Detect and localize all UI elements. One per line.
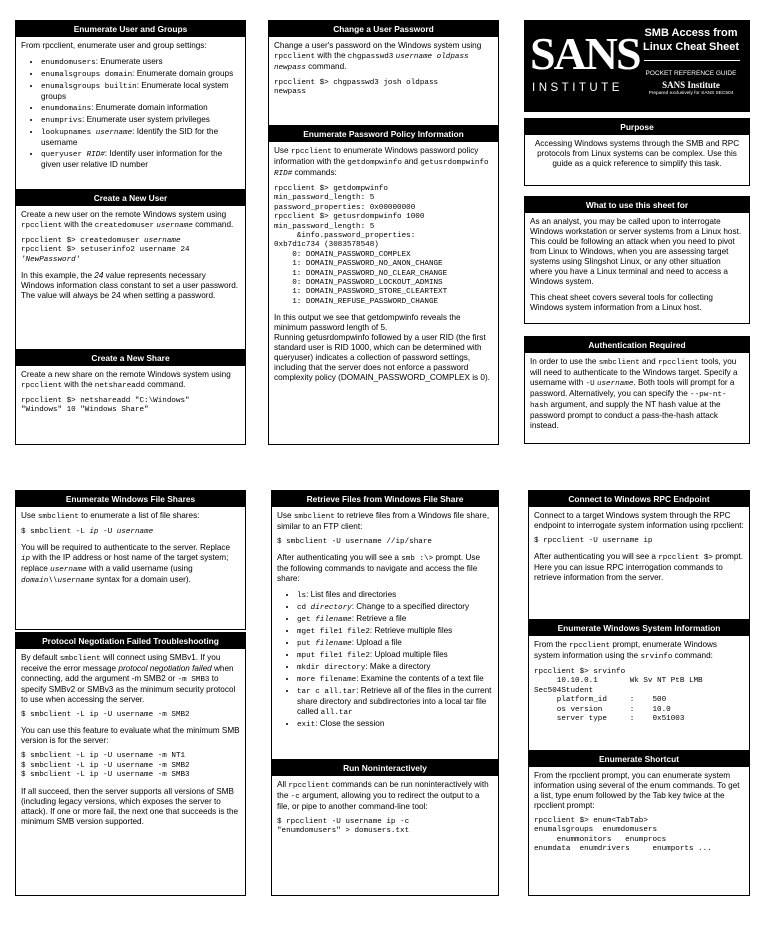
description: Change a user's password on the Windows system using rpcclient with the chgpasswd3 username oldpass newpass command. bbox=[274, 41, 482, 72]
intro-text: From rpcclient, enumerate user and group settings: bbox=[21, 41, 207, 50]
panel-enumerate-system-info bbox=[528, 619, 750, 751]
command-desc: : Enumerate domain information bbox=[91, 103, 208, 112]
panel-title: Protocol Negotiation Failed Troubleshooting bbox=[16, 633, 245, 649]
list-item: • exit: Close the session bbox=[297, 719, 493, 730]
panel-protocol-negotiation bbox=[15, 632, 246, 896]
explanation: You can use this feature to evaluate what the minimum SMB version is for the server: bbox=[21, 726, 240, 746]
list-item: • get filename: Retrieve a file bbox=[297, 614, 493, 625]
panel-title: Enumerate Windows System Information bbox=[529, 620, 749, 636]
description: Create a new user on the remote Windows system using rpcclient with the createdomuser username command. bbox=[21, 210, 234, 230]
panel-what-to-use-for bbox=[524, 196, 750, 324]
panel-title: Connect to Windows RPC Endpoint bbox=[529, 491, 749, 507]
command-name: enumalsgroups domain bbox=[41, 71, 133, 79]
sans-logo-banner bbox=[524, 20, 750, 112]
sans-logo: SANS bbox=[530, 28, 640, 79]
panel-purpose bbox=[524, 118, 750, 186]
description: Use smbclient to retrieve files from a Windows file share, similar to an FTP client: bbox=[277, 511, 490, 531]
command-name: lookupnames bbox=[41, 129, 96, 137]
command-list bbox=[277, 590, 493, 730]
panel-connect-rpc-endpoint bbox=[528, 490, 750, 620]
panel-title: Purpose bbox=[525, 119, 749, 135]
panel-title: Change a User Password bbox=[269, 21, 498, 37]
description: Use smbclient to enumerate a list of file shares: bbox=[21, 511, 200, 521]
command-name: enumprivs bbox=[41, 117, 83, 125]
course-note: Prepared exclusively for SANS SEC504 bbox=[648, 91, 734, 96]
panel-change-user-password bbox=[268, 20, 499, 126]
document-title: SMB Access from Linux Cheat Sheet bbox=[643, 27, 739, 53]
list-item: • tar c all.tar: Retrieve all of the files in the current share directory and subdirectories into a local tar file called all.tar bbox=[297, 686, 493, 718]
command-name: enumdomains bbox=[41, 105, 92, 113]
paragraph: This cheat sheet covers several tools for collecting Windows system information from a Linux host. bbox=[530, 293, 713, 312]
command-desc: : Enumerate local system groups bbox=[41, 81, 229, 101]
description: Connect to a target Windows system through the RPC endpoint to interrogate system information using rpcclient: bbox=[534, 511, 744, 530]
description: From the rpcclient prompt, you can enumerate system information using several of the enum commands. To get a list, type enum followed by the Tab key twice at the rpcclient prompt: bbox=[534, 771, 740, 810]
panel-title: What to use this sheet for bbox=[525, 197, 749, 213]
subtitle: POCKET REFERENCE GUIDE bbox=[645, 70, 737, 77]
list-item bbox=[41, 57, 240, 68]
explanation: You will be required to authenticate to the server. Replace ip with the IP address or host name of the target system; replace username with a valid username (using domain\\username syntax for a domain user). bbox=[21, 543, 231, 586]
command-arg: username bbox=[95, 129, 133, 137]
code-block: $ smbclient -L ip -U username -m SMB2 bbox=[21, 711, 190, 719]
command-arg: RID# bbox=[86, 151, 105, 159]
command-name: queryuser bbox=[41, 151, 87, 159]
panel-title: Enumerate Shortcut bbox=[529, 751, 749, 767]
panel-create-new-user bbox=[15, 189, 246, 350]
list-item: • more filename: Examine the contents of a text file bbox=[297, 674, 493, 685]
description: Create a new share on the remote Windows system using rpcclient with the netshareadd command. bbox=[21, 370, 231, 390]
panel-authentication-required bbox=[524, 336, 750, 444]
list-item bbox=[41, 69, 240, 80]
explanation: In this example, the 24 value represents necessary Windows information class constant to set a user password. The value will always be 24 when setting a password. bbox=[21, 271, 239, 301]
divider bbox=[644, 60, 740, 61]
command-desc: : Enumerate users bbox=[95, 57, 163, 66]
description: From the rpcclient prompt, enumerate Windows system information using the srvinfo command: bbox=[534, 640, 717, 661]
paragraph: In order to use the smbclient and rpcclient tools, you will need to authenticate to the Windows target. Specify a username with -U username. Both tools will prompt for a password. Alternatively, you can specify the --pw-nt-hash argument, and supply the NT hash value at the password prompt to conduct a pass-the-hash attack instead. bbox=[530, 357, 738, 430]
explanation: In this output we see that getdompwinfo reveals the minimum password length of 5. bbox=[274, 313, 461, 333]
command-list bbox=[21, 57, 240, 170]
list-item bbox=[41, 115, 240, 126]
panel-retrieve-files bbox=[271, 490, 499, 760]
description: All rpcclient commands can be run noninteractively with the -c argument, allowing you to redirect the output to a file, or pipe to another command-line tool: bbox=[277, 780, 489, 811]
explanation: After authenticating you will see a rpcclient $> prompt. Here you can issue RPC interrogation commands to retrieve information from the server. bbox=[534, 552, 743, 583]
panel-enumerate-users-groups bbox=[15, 20, 246, 190]
panel-title: Enumerate Password Policy Information bbox=[269, 126, 498, 142]
panel-run-noninteractively bbox=[271, 759, 499, 896]
command-desc: : Enumerate domain groups bbox=[132, 69, 234, 78]
command-name: enumalsgroups builtin bbox=[41, 83, 137, 91]
panel-title: Create a New User bbox=[16, 190, 245, 206]
panel-title: Run Noninteractively bbox=[272, 760, 498, 776]
purpose-text: Accessing Windows systems through the SMB and RPC protocols from Linux systems can be complex. Use this guide as a quick reference to simplify this task. bbox=[534, 139, 740, 168]
panel-create-new-share bbox=[15, 349, 246, 445]
command-name: enumdomusers bbox=[41, 59, 96, 67]
panel-enumerate-shortcut bbox=[528, 750, 750, 896]
list-item: • put filename: Upload a file bbox=[297, 638, 493, 649]
panel-password-policy bbox=[268, 125, 499, 445]
list-item bbox=[41, 103, 240, 114]
list-item bbox=[41, 127, 240, 148]
list-item bbox=[41, 149, 240, 170]
code-block: $ smbclient -L ip -U username -m NT1 $ smbclient -L ip -U username -m SMB2 $ smbclient -L ip -U username -m SMB3 bbox=[21, 752, 190, 780]
list-item: • cd directory: Change to a specified directory bbox=[297, 602, 493, 613]
code-block: rpcclient $> srvinfo 10.10.0.1 Wk Sv NT PtB LMB Sec504Student platform_id : 500 os version : 10.0 server type : 0x51003 bbox=[534, 668, 703, 724]
list-item bbox=[41, 81, 240, 102]
institute-logo-text: INSTITUTE bbox=[532, 82, 623, 94]
panel-title: Create a New Share bbox=[16, 350, 245, 366]
code-block: $ smbclient -L ip -U username bbox=[21, 528, 154, 536]
publisher: SANS Institute bbox=[662, 80, 720, 90]
code-block: rpcclient $> createdomuser username rpcclient $> setuserinfo2 username 24 'NewPassword' bbox=[21, 237, 190, 264]
command-desc: : Enumerate user system privileges bbox=[82, 115, 210, 124]
code-block: $ smbclient -U username //ip/share bbox=[277, 538, 432, 546]
panel-title: Retrieve Files from Windows File Share bbox=[272, 491, 498, 507]
list-item: • mput file1 file2: Upload multiple files bbox=[297, 650, 493, 661]
code-block: rpcclient $> enum<TabTab> enumalsgroups enumdomusers enummonitors enumprocs enumdata enumdrivers enumports ... bbox=[534, 817, 712, 854]
panel-title: Authentication Required bbox=[525, 337, 749, 353]
list-item: • mkdir directory: Make a directory bbox=[297, 662, 493, 673]
panel-enumerate-file-shares bbox=[15, 490, 246, 630]
panel-title: Enumerate User and Groups bbox=[16, 21, 245, 37]
code-block: $ rpcclient -U username ip -c "enumdomusers" > domusers.txt bbox=[277, 818, 410, 836]
code-block: rpcclient $> chgpasswd3 josh oldpass newpass bbox=[274, 79, 439, 97]
description: Use rpcclient to enumerate Windows password policy information with the getdompwinfo and getusrdompwinfo RID# commands: bbox=[274, 146, 489, 178]
panel-title: Enumerate Windows File Shares bbox=[16, 491, 245, 507]
command-desc: : Identify the SID for the username bbox=[41, 127, 219, 147]
description: By default smbclient will connect using SMBv1. If you receive the error message protocol negotiation failed when connecting, add the argument -m SMB2 or -m SMB3 to specify SMBv2 or SMBv3 as the minimum security protocol to use when accessing the server. bbox=[21, 653, 236, 704]
code-block: rpcclient $> getdompwinfo min_password_length: 5 password_properties: 0x00000000 rpcclient $> getusrdompwinfo 1000 min_password_length: 5 &info.password_properties: 0xb7d1c734 (3083578548) 0: DOMAIN_PASSWORD_COMPLEX 1: DOMAIN_PASSWORD_NO_ANON_CHANGE 1: DOMAIN_PASSWORD_NO_CLEAR_CHANGE 0: DOMAIN_PASSWORD_LOCKOUT_ADMINS 1: DOMAIN_PASSWORD_STORE_CLEARTEXT 1: DOMAIN_REFUSE_PASSWORD_CHANGE bbox=[274, 185, 448, 306]
list-item: • mget file1 file2: Retrieve multiple files bbox=[297, 626, 493, 637]
command-desc: : Identify user information for the given user relative ID number bbox=[41, 149, 223, 169]
explanation: If all succeed, then the server supports all versions of SMB (including legacy versions, which exposes the server to attack). If one or more fail, the next one that succeeds is the minimum SMB version supported. bbox=[21, 786, 239, 826]
code-block: rpcclient $> netshareadd "C:\Windows" "Windows" 10 "Windows Share" bbox=[21, 397, 190, 415]
paragraph: As an analyst, you may be called upon to interrogate Windows workstation or server systems from a Linux host. This could be following an attack when you need to pivot from Linux to Windows, when you are assessing target systems using Slingshot Linux, or any other situation where you have a Linux terminal and need to access a Windows system. bbox=[530, 217, 742, 286]
explanation: After authenticating you will see a smb :\> prompt. Use the following commands to navigate and access the file share: bbox=[277, 553, 481, 584]
code-block: $ rpcclient -U username ip bbox=[534, 537, 653, 545]
explanation: Running getusrdompwinfo followed by a user RID (the first standard user is RID 1000, which can be determined with queryuser) indicates a collection of password settings, including that the server does not enforce a password complexity policy (DOMAIN_PASSWORD_COMPLEX is 0). bbox=[274, 333, 490, 383]
list-item: • ls: List files and directories bbox=[297, 590, 493, 601]
